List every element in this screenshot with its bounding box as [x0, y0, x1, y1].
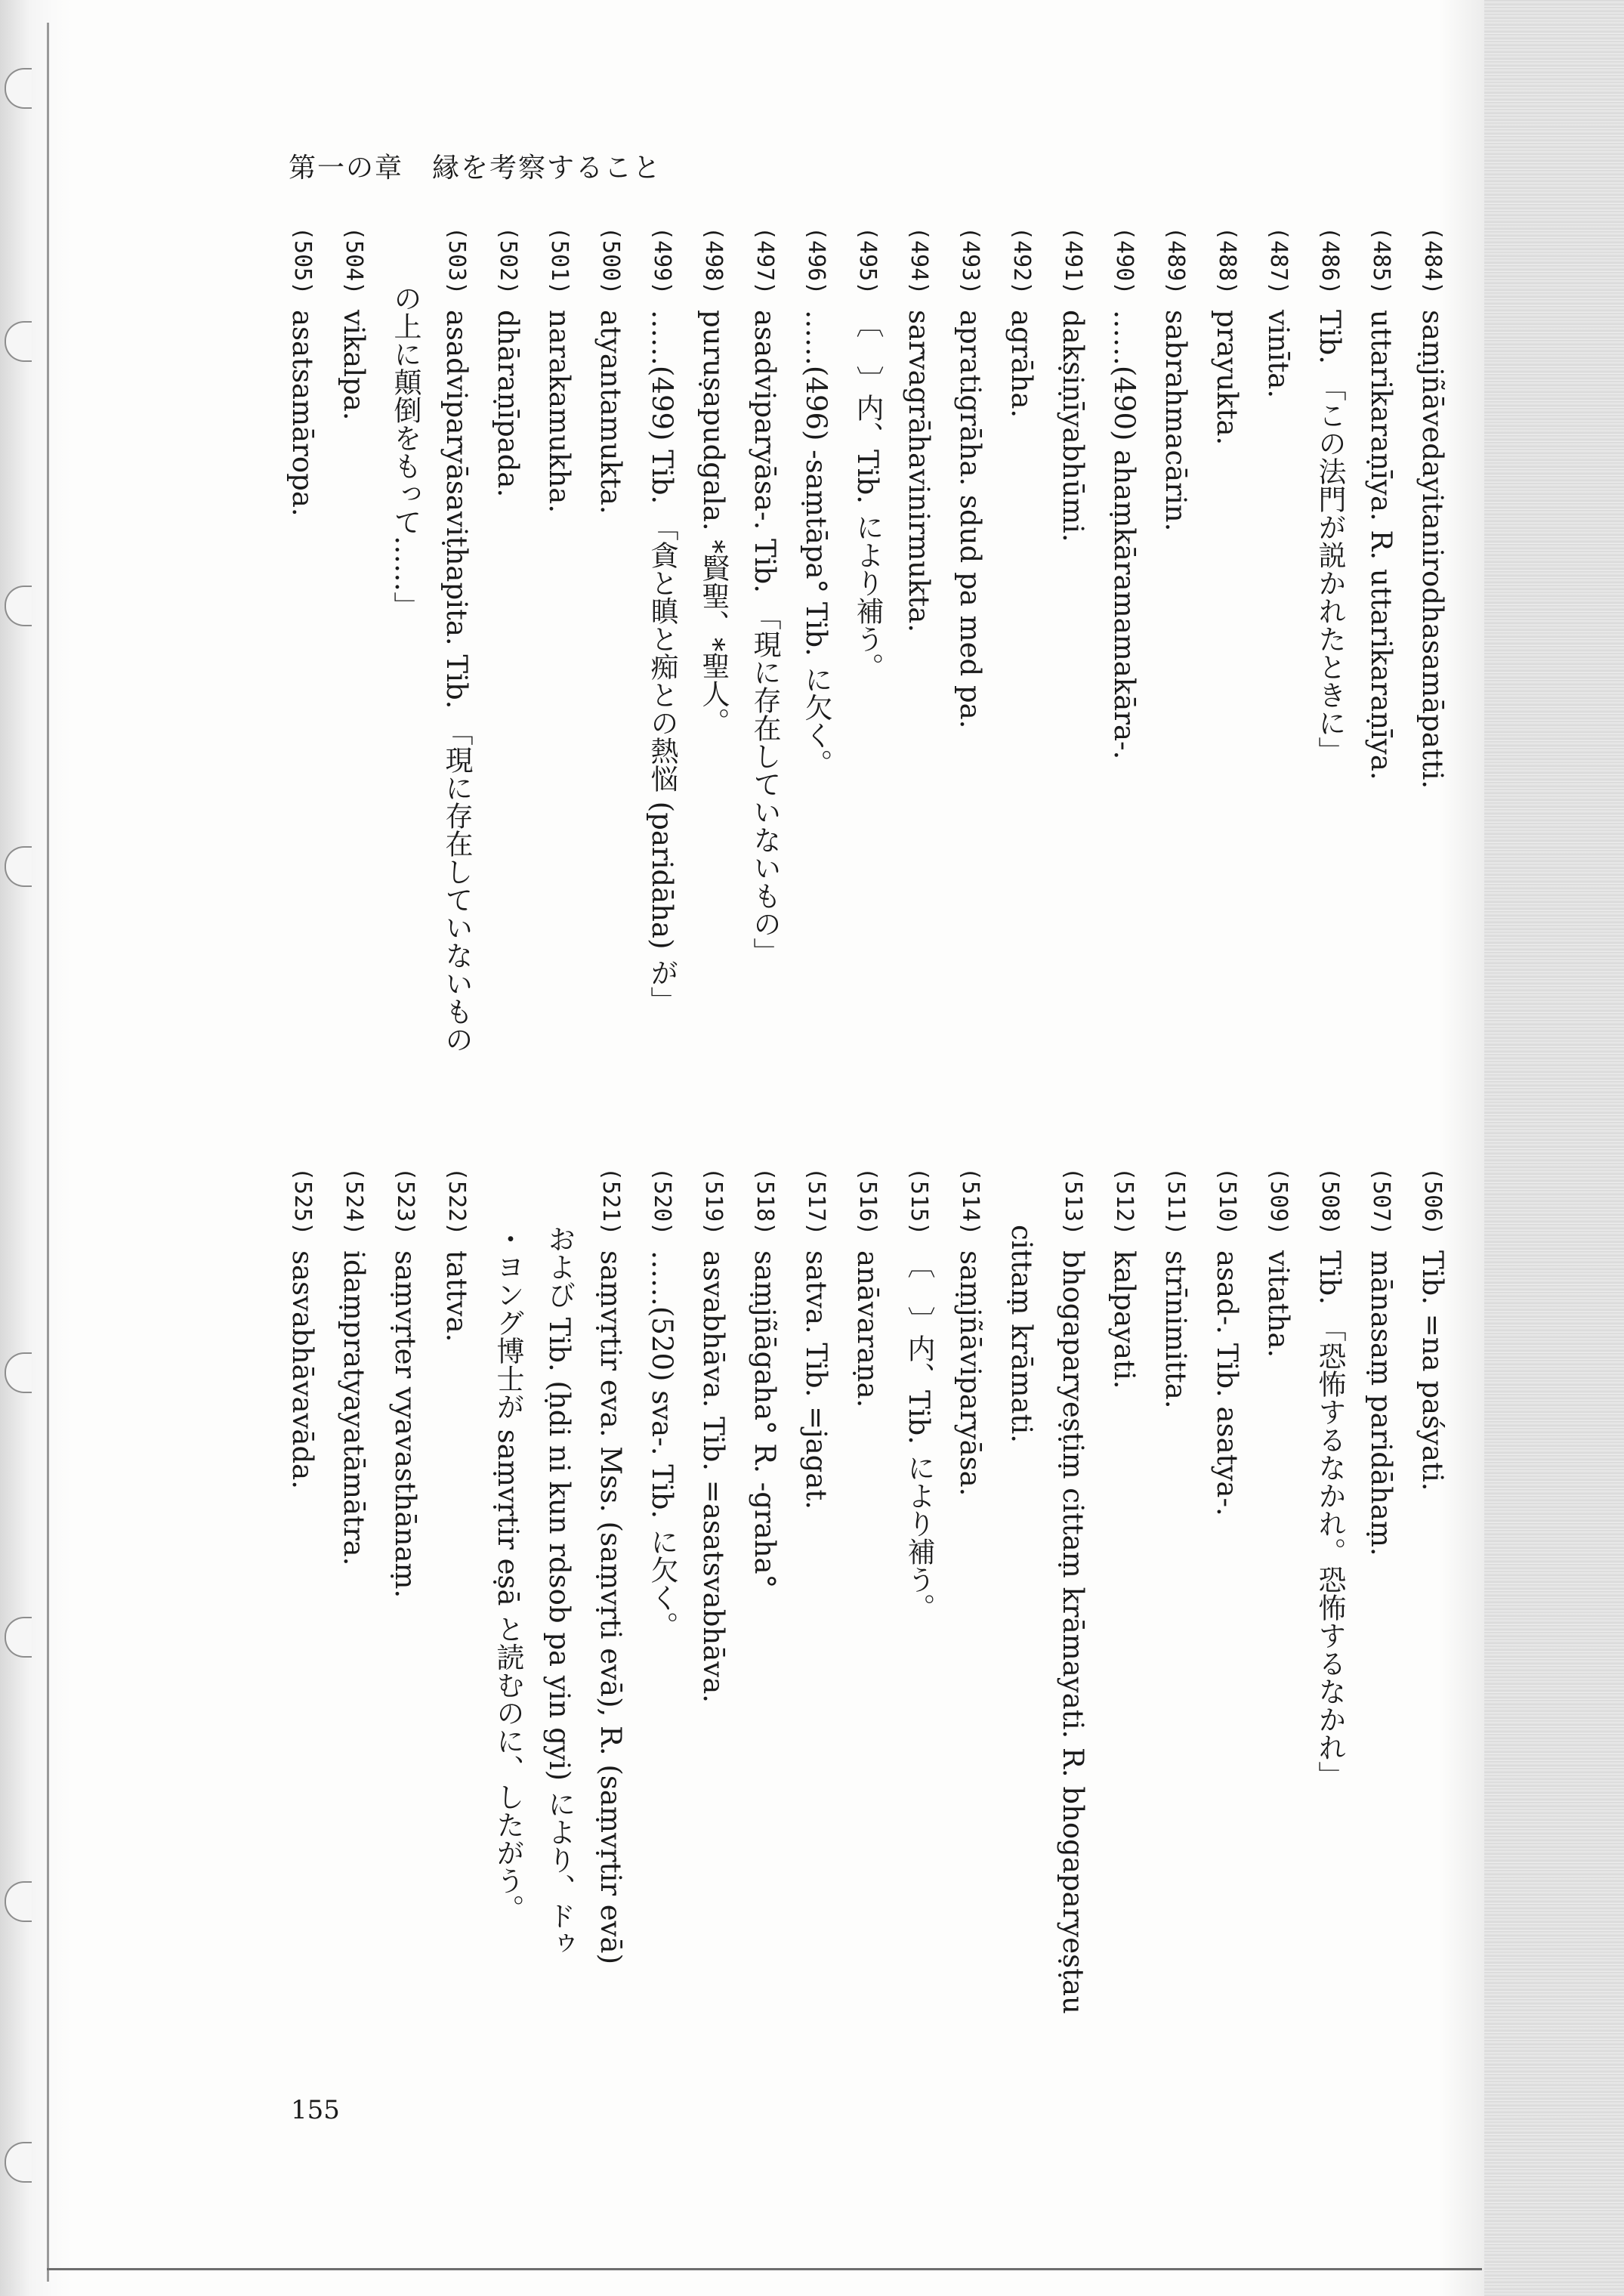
note-entry: [790, 1167, 841, 2059]
note-number: (484): [1419, 227, 1446, 295]
note-entry: [893, 227, 944, 1247]
note-number: (513): [1060, 1167, 1086, 1236]
note-text: asatsamāropa.: [286, 310, 319, 517]
note-number: (503): [443, 227, 470, 295]
note-number: (523): [392, 1167, 418, 1236]
note-text: kalpayati.: [1108, 1250, 1141, 1389]
note-entry: [482, 1167, 533, 2059]
note-entry: [1098, 1167, 1150, 2059]
note-text: dhāraṇīpada.: [492, 310, 524, 498]
note-entry: [1406, 1167, 1458, 2059]
note-entry: [944, 1167, 996, 2059]
note-text: および Tib. (ḥdi ni kun rdsob pa yin gyi) により、ドゥ: [543, 1225, 576, 1958]
note-entry: [790, 227, 841, 1247]
note-text: satva. Tib. =jagat.: [800, 1250, 832, 1510]
note-entry: [739, 1167, 790, 2059]
note-number: (488): [1214, 227, 1240, 295]
note-number: (505): [289, 227, 316, 295]
note-entry: [431, 1167, 482, 2059]
note-entry: [1098, 227, 1150, 1247]
note-text: strīnimitta.: [1159, 1250, 1192, 1409]
note-number: (490): [1111, 227, 1138, 295]
note-number: (510): [1214, 1167, 1240, 1236]
note-text: mānasaṃ paridāhaṃ.: [1365, 1250, 1397, 1556]
note-text: ……(499) Tib. 「貪と瞋と痴との熱悩 (paridāha) が」: [646, 310, 678, 1015]
note-number: (487): [1265, 227, 1292, 295]
note-number: (514): [957, 1167, 983, 1236]
note-text: saṃvṛtir eva. Mss. (saṃvṛti evā), R. (saṃvṛtir evā): [594, 1250, 627, 1965]
note-entry: [687, 227, 739, 1247]
note-text: 〔 〕内、Tib. により補う。: [851, 310, 884, 681]
note-text: atyantamukta.: [594, 310, 627, 515]
note-number: (525): [289, 1167, 316, 1236]
note-text: saṃvṛter vyavasthānaṃ.: [389, 1250, 421, 1599]
note-entry: [379, 227, 431, 1247]
note-text: sasvabhāvavāda.: [286, 1250, 319, 1490]
note-entry: [276, 1167, 328, 2059]
note-entry: [841, 227, 893, 1247]
note-entry: [1304, 227, 1355, 1247]
note-entry: [893, 1167, 944, 2059]
note-entry: [1150, 227, 1201, 1247]
note-entry: [687, 1167, 739, 2059]
note-entry: [533, 227, 585, 1247]
note-number: (517): [803, 1167, 829, 1236]
note-text: prayukta.: [1211, 310, 1243, 446]
note-number: (509): [1265, 1167, 1292, 1236]
note-number: (507): [1368, 1167, 1394, 1236]
note-number: (500): [597, 227, 624, 295]
note-number: (496): [803, 227, 829, 295]
chapter-header: 第一の章 縁を考察すること: [289, 153, 662, 184]
note-number: (519): [700, 1167, 727, 1236]
note-entry: [996, 227, 1047, 1247]
note-number: (524): [341, 1167, 367, 1236]
binder-edge-line: [47, 23, 49, 2282]
note-number: (518): [752, 1167, 778, 1236]
note-number: (495): [854, 227, 881, 295]
note-number: (506): [1419, 1167, 1446, 1236]
note-text: cittaṃ krāmati.: [1005, 1225, 1038, 1443]
note-number: (498): [700, 227, 727, 295]
note-number: (493): [957, 227, 983, 295]
note-text: Tib. 「恐怖するなかれ。恐怖するなかれ」: [1314, 1250, 1346, 1790]
note-text: apratigrāha. sdud pa med pa.: [954, 310, 986, 729]
note-text: asvabhāva. Tib. =asatsvabhāva.: [697, 1250, 730, 1704]
note-number: (511): [1162, 1167, 1189, 1236]
scan-edge-noise: [1484, 0, 1624, 2296]
note-entry: [1304, 1167, 1355, 2059]
note-text: saṃjñāviparyāsa.: [954, 1250, 986, 1497]
note-entry: [431, 227, 482, 1247]
note-entry: [585, 1167, 636, 2059]
note-entry: [276, 227, 328, 1247]
note-entry: [1047, 227, 1098, 1247]
note-entry: [533, 1167, 585, 2059]
note-text: uttarikaraṇīya. R. uttarikaraṇīya.: [1365, 310, 1397, 780]
note-entry: [379, 1167, 431, 2059]
note-number: (512): [1111, 1167, 1138, 1236]
note-text: agrāha.: [1005, 310, 1038, 419]
note-number: (491): [1060, 227, 1086, 295]
note-text: ・ヨング博士が saṃvṛtir eṣā と読むのに、したがう。: [492, 1225, 524, 1923]
note-entry: [585, 227, 636, 1247]
note-text: Tib. 「この法門が説かれたときに」: [1314, 310, 1346, 765]
note-number: (521): [597, 1167, 624, 1236]
note-number: (520): [649, 1167, 675, 1236]
note-text: puruṣapudgala. *賢聖、*聖人。: [697, 310, 730, 736]
note-number: (485): [1368, 227, 1394, 295]
note-entry: [1355, 227, 1406, 1247]
bottom-edge-line: [47, 2268, 1482, 2270]
note-text: asadviparyāsa-. Tib. 「現に存在していないもの」: [749, 310, 781, 966]
note-text: saṃjñāgaha° R. -graha°: [749, 1250, 781, 1589]
note-entry: [841, 1167, 893, 2059]
notes-column-bottom: [249, 1167, 1458, 2074]
note-entry: [328, 227, 379, 1247]
note-number: (522): [443, 1167, 470, 1236]
note-text: idaṃpratyayatāmātra.: [338, 1250, 370, 1566]
note-entry: [1355, 1167, 1406, 2059]
note-number: (515): [906, 1167, 932, 1236]
note-entry: [482, 227, 533, 1247]
note-entry: [996, 1167, 1047, 2059]
note-text: ……(496) -saṃtāpa° Tib. に欠く。: [800, 310, 832, 777]
note-text: tattva.: [440, 1250, 473, 1343]
note-number: (489): [1162, 227, 1189, 295]
note-text: sabrahmacārin.: [1159, 310, 1192, 532]
note-text: sarvagrāhavinirmukta.: [903, 310, 935, 633]
note-number: (502): [495, 227, 521, 295]
note-entry: [1150, 1167, 1201, 2059]
note-text: saṃjñāvedayitanirodhasamāpatti.: [1416, 310, 1449, 790]
note-entry: [1252, 1167, 1304, 2059]
note-entry: [1201, 1167, 1252, 2059]
note-number: (508): [1317, 1167, 1343, 1236]
note-entry: [1252, 227, 1304, 1247]
note-number: (492): [1008, 227, 1035, 295]
note-number: (494): [906, 227, 932, 295]
page-number: 155: [291, 2095, 340, 2125]
note-text: bhogaparyeṣṭiṃ cittaṃ krāmayati. R. bhogaparyeṣṭau: [1057, 1250, 1089, 2015]
note-entry: [328, 1167, 379, 2059]
note-text: ……(520) sva-. Tib. に欠く。: [646, 1250, 678, 1640]
note-number: (501): [546, 227, 573, 295]
note-text: dakṣiṇīyabhūmi.: [1057, 310, 1089, 542]
note-text: vitatha.: [1262, 1250, 1295, 1358]
note-text: 〔 〕内、Tib. により補う。: [903, 1250, 935, 1622]
note-number: (497): [752, 227, 778, 295]
note-text: Tib. =na paśyati.: [1416, 1250, 1449, 1491]
note-text: ……(490) ahaṃkāramamakāra-.: [1108, 310, 1141, 760]
note-text: asadviparyāsaviṭhapita. Tib. 「現に存在していないもの: [440, 310, 473, 1054]
note-entry: [944, 227, 996, 1247]
note-text: の上に顛倒をもって……」: [389, 284, 421, 620]
note-entry: [739, 227, 790, 1247]
note-entry: [636, 1167, 687, 2059]
notes-column-top: [249, 227, 1458, 1254]
note-entry: [1201, 227, 1252, 1247]
note-entry: [1406, 227, 1458, 1247]
note-number: (516): [854, 1167, 881, 1236]
note-text: asad-. Tib. asatya-.: [1211, 1250, 1243, 1517]
note-number: (499): [649, 227, 675, 295]
note-number: (486): [1317, 227, 1343, 295]
note-text: vikalpa.: [338, 310, 370, 421]
note-entry: [1047, 1167, 1098, 2059]
note-number: (504): [341, 227, 367, 295]
note-text: vinīta.: [1262, 310, 1295, 399]
note-entry: [636, 227, 687, 1247]
note-text: anāvaraṇa.: [851, 1250, 884, 1408]
note-text: narakamukha.: [543, 310, 576, 514]
